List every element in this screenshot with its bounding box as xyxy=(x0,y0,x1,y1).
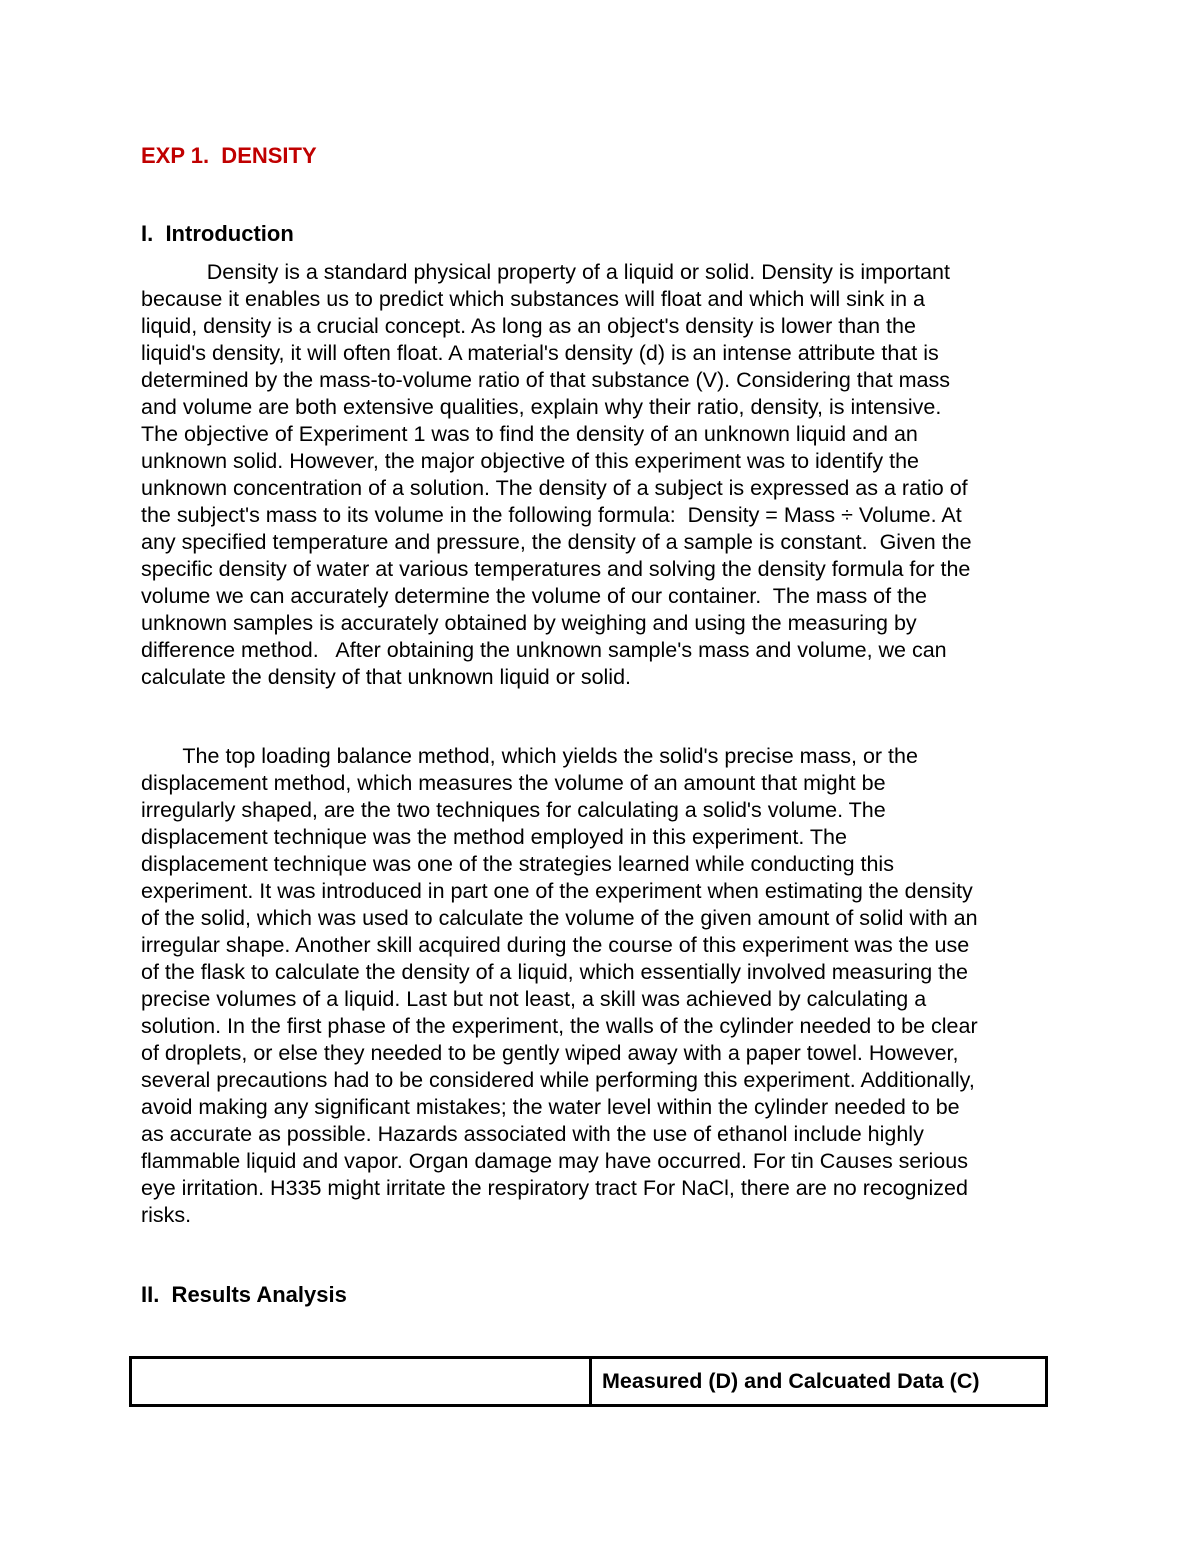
paragraph-line: solution. In the first phase of the experiment, the walls of the cylinder needed to be clear xyxy=(141,1014,978,1038)
paragraph-line: experiment. It was introduced in part one of the experiment when estimating the density xyxy=(141,879,973,903)
paragraph-line: displacement technique was the method employed in this experiment. The xyxy=(141,825,847,849)
paragraph-line: the subject's mass to its volume in the following formula: Density = Mass ÷ Volume. At xyxy=(141,503,962,527)
intro-paragraph-1 xyxy=(141,259,1071,691)
paragraph-line: irregular shape. Another skill acquired during the course of this experiment was the use xyxy=(141,933,970,957)
table-header-cell-measured-calculated: Measured (D) and Calcuated Data (C) xyxy=(591,1358,1047,1406)
paragraph-line: specific density of water at various temperatures and solving the density formula for the xyxy=(141,557,971,581)
paragraph-line: determined by the mass-to-volume ratio of that substance (V). Considering that mass xyxy=(141,368,951,392)
document-title: EXP 1. DENSITY xyxy=(141,143,317,168)
section-heading-introduction: I. Introduction xyxy=(141,221,294,246)
paragraph-line: any specified temperature and pressure, the density of a sample is constant. Given the xyxy=(141,530,972,554)
table-header-row xyxy=(131,1358,1047,1406)
paragraph-line: irregularly shaped, are the two techniques for calculating a solid's volume. The xyxy=(141,798,886,822)
paragraph-line: The objective of Experiment 1 was to find the density of an unknown liquid and an xyxy=(141,422,918,446)
paragraph-line: Density is a standard physical property of a liquid or solid. Density is important xyxy=(141,260,950,284)
paragraph-line: The top loading balance method, which yields the solid's precise mass, or the xyxy=(141,744,918,768)
paragraph-line: unknown solid. However, the major objective of this experiment was to identify the xyxy=(141,449,919,473)
paragraph-line: several precautions had to be considered while performing this experiment. Additionally, xyxy=(141,1068,975,1092)
paragraph-line: flammable liquid and vapor. Organ damage may have occurred. For tin Causes serious xyxy=(141,1149,968,1173)
paragraph-line: risks. xyxy=(141,1203,192,1227)
section-heading-results-analysis: II. Results Analysis xyxy=(141,1282,347,1307)
paragraph-line: eye irritation. H335 might irritate the respiratory tract For NaCl, there are no recognized xyxy=(141,1176,968,1200)
paragraph-line: displacement method, which measures the volume of an amount that might be xyxy=(141,771,886,795)
paragraph-line: because it enables us to predict which substances will float and which will sink in a xyxy=(141,287,925,311)
results-table xyxy=(129,1356,1048,1407)
paragraph-line: as accurate as possible. Hazards associated with the use of ethanol include highly xyxy=(141,1122,924,1146)
table-header-cell-empty xyxy=(131,1358,591,1406)
paragraph-line: calculate the density of that unknown liquid or solid. xyxy=(141,665,632,689)
intro-paragraph-2 xyxy=(141,743,1071,1229)
paragraph-line: displacement technique was one of the strategies learned while conducting this xyxy=(141,852,894,876)
paragraph-line: of droplets, or else they needed to be gently wiped away with a paper towel. However, xyxy=(141,1041,959,1065)
paragraph-line: unknown concentration of a solution. The density of a subject is expressed as a ratio of xyxy=(141,476,968,500)
paragraph-line: unknown samples is accurately obtained by weighing and using the measuring by xyxy=(141,611,917,635)
paragraph-line: of the solid, which was used to calculate the volume of the given amount of solid with an xyxy=(141,906,978,930)
paragraph-line: precise volumes of a liquid. Last but not least, a skill was achieved by calculating a xyxy=(141,987,927,1011)
paragraph-line: avoid making any significant mistakes; the water level within the cylinder needed to be xyxy=(141,1095,960,1119)
paragraph-line: difference method. After obtaining the unknown sample's mass and volume, we can xyxy=(141,638,947,662)
paragraph-line: volume we can accurately determine the volume of our container. The mass of the xyxy=(141,584,927,608)
paragraph-line: liquid's density, it will often float. A material's density (d) is an intense attribute that is xyxy=(141,341,939,365)
paragraph-line: of the flask to calculate the density of a liquid, which essentially involved measuring the xyxy=(141,960,969,984)
paragraph-line: liquid, density is a crucial concept. As long as an object's density is lower than the xyxy=(141,314,916,338)
paragraph-line: and volume are both extensive qualities, explain why their ratio, density, is intensive. xyxy=(141,395,942,419)
